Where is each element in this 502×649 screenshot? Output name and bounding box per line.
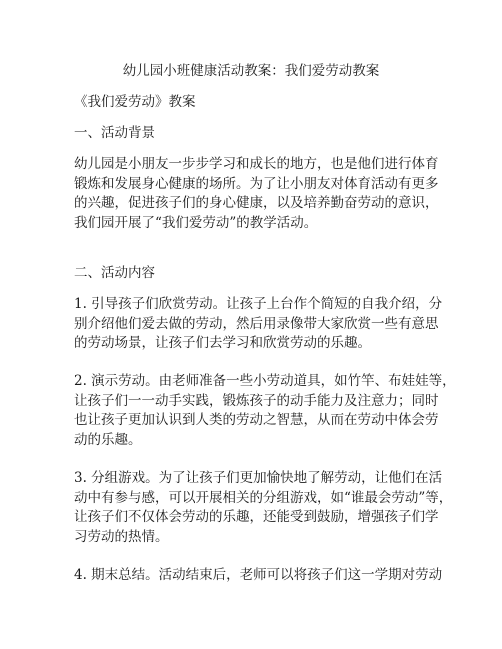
paragraph-line: 3. 分组游戏。为了让孩子们更加愉快地了解劳动，让他们在活 — [74, 470, 443, 486]
paragraph-item-1 — [74, 295, 443, 354]
paragraph-line: 习劳动的热情。 — [74, 528, 169, 545]
paragraph-line: 的兴趣，促进孩子们的身心健康，以及培养勤奋劳动的意识， — [74, 195, 439, 211]
paragraph-line: 1. 引导孩子们欣赏劳动。让孩子上台作个简短的自我介绍，分 — [74, 296, 443, 312]
paragraph-line: 动中有参与感，可以开展相关的分组游戏，如“谁最会劳动”等， — [74, 489, 453, 506]
paragraph-background — [74, 155, 439, 233]
paragraph-line: 别介绍他们爱去做的劳动，然后用录像带大家欣赏一些有意思 — [74, 315, 439, 332]
document-title: 幼儿园小班健康活动教案：我们爱劳动教案 — [122, 63, 380, 79]
paragraph-line: 我们园开展了“我们爱劳动”的教学活动。 — [74, 214, 318, 231]
paragraph-line: 让孩子们一一动手实践，锻炼孩子的动手能力及注意力；同时 — [74, 392, 439, 409]
section-heading-background: 一、活动背景 — [74, 125, 155, 141]
paragraph-line: 也让孩子更加认识到人类的劳动之智慧，从而在劳动中体会劳 — [74, 412, 439, 428]
section-heading-content: 二、活动内容 — [74, 265, 155, 281]
document-subtitle: 《我们爱劳动》教案 — [74, 94, 196, 110]
paragraph-line: 幼儿园是小朋友一步步学习和成长的地方，也是他们进行体育 — [74, 156, 439, 172]
paragraph-line: 2. 演示劳动。由老师准备一些小劳动道具，如竹竿、布娃娃等， — [74, 373, 456, 389]
paragraph-line: 锻炼和发展身心健康的场所。为了让小朋友对体育活动有更多 — [74, 175, 439, 192]
paragraph-line: 4. 期末总结。活动结束后，老师可以将孩子们这一学期对劳动 — [74, 567, 443, 583]
paragraph-line: 让孩子们不仅体会劳动的乐趣，还能受到鼓励，增强孩子们学 — [74, 509, 439, 525]
paragraph-item-4 — [74, 566, 443, 586]
paragraph-line: 的劳动场景，让孩子们去学习和欣赏劳动的乐趣。 — [74, 335, 371, 351]
paragraph-item-2 — [74, 372, 456, 450]
paragraph-item-3 — [74, 469, 453, 547]
paragraph-line: 动的乐趣。 — [74, 431, 142, 448]
